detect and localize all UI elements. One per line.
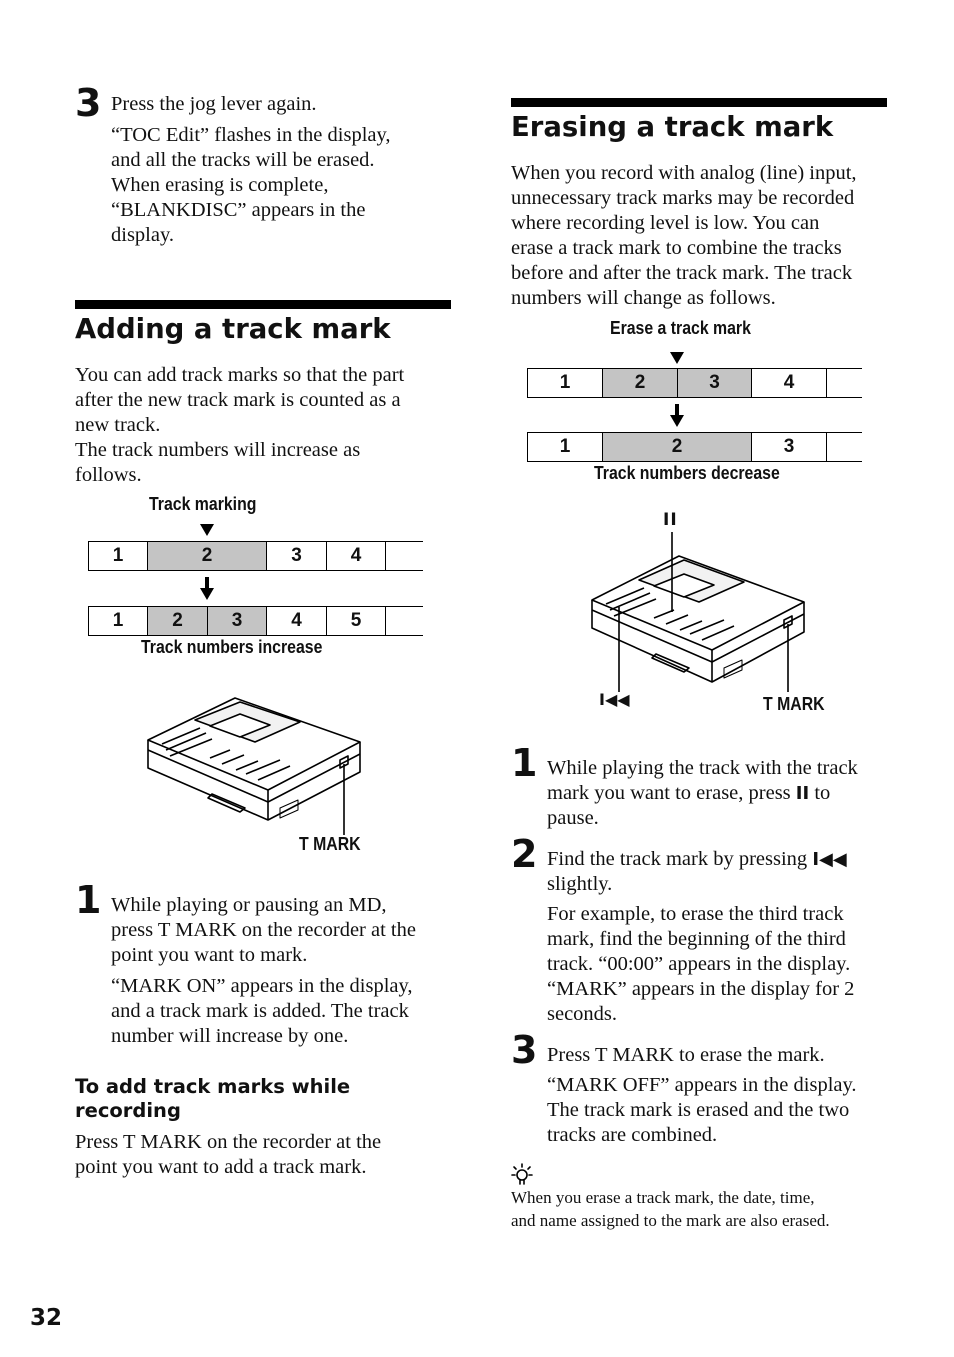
track-row-before <box>527 368 862 398</box>
section-rule <box>511 98 887 107</box>
track-cell: 2 <box>602 432 751 462</box>
down-arrow-icon <box>199 577 215 601</box>
section-intro: When you record with analog (line) input, unnecessary track marks may be recorded where recording level is low. You can erase a track mark to combine the tracks before and after the track mark. The track numbers will change as follows. <box>511 162 857 309</box>
step-number: 3 <box>75 81 102 125</box>
md-recorder-illustration <box>584 532 814 712</box>
prev-track-icon: I◀◀ <box>812 849 847 870</box>
section-intro: You can add track marks so that the part after the new track mark is counted as a new track. The track numbers will increase as follows. <box>75 364 405 486</box>
track-cell: 1 <box>88 606 147 636</box>
step-text: Press T MARK to erase the mark. <box>547 1044 825 1066</box>
step-number: 1 <box>511 741 538 785</box>
marker-triangle-icon <box>199 523 215 537</box>
section-title: Adding a track mark <box>75 313 391 345</box>
subsection-title: To add track marks while recording <box>75 1075 351 1122</box>
track-cell: 5 <box>326 606 385 636</box>
track-cell: 3 <box>266 541 326 571</box>
step-text: Find the track mark by pressing I◀◀ slightly. <box>547 848 847 895</box>
track-row-after <box>88 606 423 636</box>
step-description: “TOC Edit” flashes in the display, and all the tracks will be erased. When erasing is complete, “BLANKDISC” appears in the display. <box>111 124 391 246</box>
page-number: 32 <box>30 1305 63 1331</box>
section-rule <box>75 300 451 309</box>
lightbulb-icon <box>511 1163 533 1187</box>
diagram-bottom-label: Track numbers decrease <box>594 463 780 483</box>
track-cell: 4 <box>751 368 826 398</box>
down-arrow-icon <box>669 404 685 428</box>
t-mark-label: T MARK <box>763 694 825 714</box>
pause-label: II <box>663 510 678 530</box>
step-number: 1 <box>75 878 102 922</box>
step-text: While playing the track with the track mark you want to erase, press II to pause. <box>547 757 858 829</box>
diagram-top-label: Track marking <box>149 494 257 514</box>
track-cell: 4 <box>326 541 385 571</box>
t-mark-label: T MARK <box>299 834 361 854</box>
track-cell: 1 <box>88 541 147 571</box>
marker-triangle-icon <box>669 351 685 365</box>
section-title: Erasing a track mark <box>511 111 834 143</box>
track-row-before <box>88 541 423 571</box>
track-row-after <box>527 432 862 462</box>
md-recorder-illustration <box>140 690 370 835</box>
track-cell: 2 <box>147 606 207 636</box>
track-cell: 2 <box>147 541 266 571</box>
step-description: “MARK OFF” appears in the display. The track mark is erased and the two tracks are combined. <box>547 1074 857 1146</box>
step-description: “MARK ON” appears in the display, and a track mark is added. The track number will increase by one. <box>111 975 413 1047</box>
subsection-text: Press T MARK on the recorder at the point you want to add a track mark. <box>75 1131 382 1178</box>
tip-text: When you erase a track mark, the date, time, and name assigned to the mark are also erased. <box>511 1188 830 1230</box>
step-text: While playing or pausing an MD, press T MARK on the recorder at the point you want to mark. <box>111 894 416 966</box>
track-cell: 3 <box>207 606 266 636</box>
track-cell: 1 <box>527 368 602 398</box>
step-number: 3 <box>511 1028 538 1072</box>
step-text: Press the jog lever again. <box>111 93 317 115</box>
track-cell: 3 <box>751 432 826 462</box>
step-number: 2 <box>511 832 538 876</box>
track-cell: 2 <box>602 368 677 398</box>
diagram-bottom-label: Track numbers increase <box>141 637 323 657</box>
step-description: For example, to erase the third track mark, find the beginning of the third track. “00:00” appears in the display. “MARK” appears in the display for 2 seconds. <box>547 903 855 1025</box>
prev-track-label: I◀◀ <box>599 690 630 709</box>
track-cell: 3 <box>677 368 751 398</box>
track-cell: 4 <box>266 606 326 636</box>
diagram-top-label: Erase a track mark <box>610 318 751 338</box>
track-cell: 1 <box>527 432 602 462</box>
pause-icon: II <box>795 783 810 804</box>
